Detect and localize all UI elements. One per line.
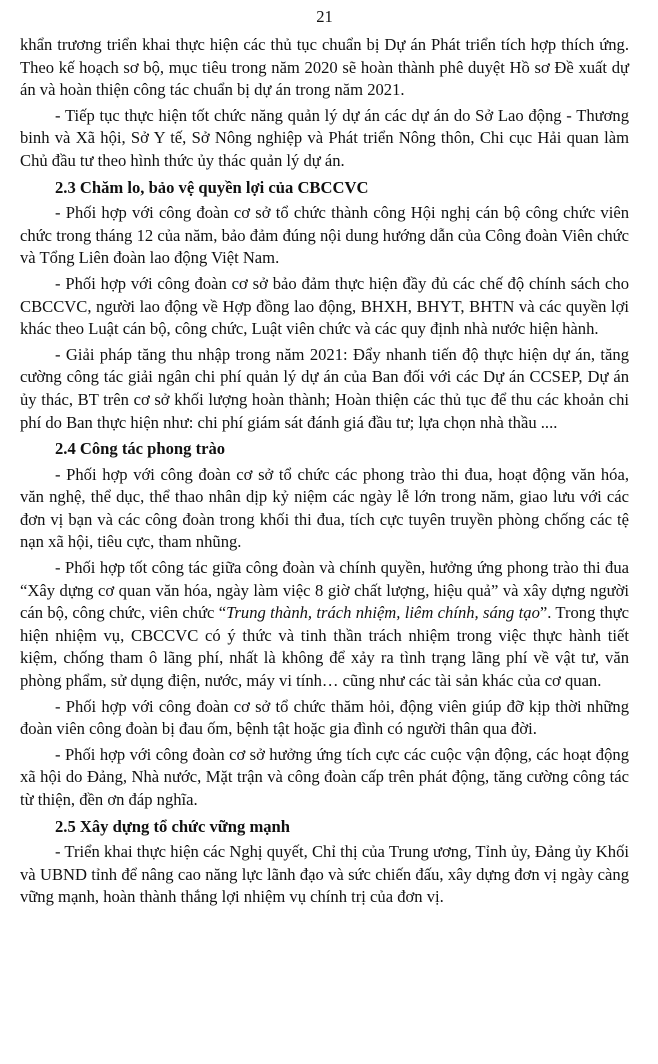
paragraph-movements: - Phối hợp với công đoàn cơ sở tổ chức các phong trào thi đua, hoạt động văn hóa, văn nghệ, thể dục, thể thao nhân dịp kỷ niệm các ngày lễ lớn trong năm, giao lưu với các đơn vị bạn và các công đoàn trong khối thi đua, tích cực tuyên truyền phòng chống các tệ nạn xã hội, tiêu cực, tham nhũng. xyxy=(20,464,629,552)
paragraph-conference: - Phối hợp với công đoàn cơ sở tổ chức thành công Hội nghị cán bộ công chức viên chức trong tháng 12 của năm, bảo đảm đúng nội dung hướng dẫn của Công đoàn Viên chức và Tổng Liên đoàn lao động Việt Nam. xyxy=(20,203,629,268)
paragraph-resolutions: - Triển khai thực hiện các Nghị quyết, Chỉ thị của Trung ương, Tỉnh ủy, Đảng ủy Khối và UBND tỉnh để nâng cao năng lực lãnh đạo và sức chiến đấu, xây dựng đơn vị ngày càng vững mạnh, hoàn thành thắng lợi nhiệm vụ chính trị của đơn vị. xyxy=(20,842,629,907)
section-heading-2-4: 2.4 Công tác phong trào xyxy=(55,439,226,459)
section-heading-2-3: 2.3 Chăm lo, bảo vệ quyền lợi của CBCCVC xyxy=(55,177,369,197)
paragraph-campaigns: - Phối hợp với công đoàn cơ sở hưởng ứng tích cực các cuộc vận động, các hoạt động xã hội do Đảng, Nhà nước, Mặt trận và công đoàn cấp trên phát động, tăng cường công tác từ thiện, đền ơn đáp nghĩa. xyxy=(20,744,629,809)
section-heading-2-5: 2.5 Xây dựng tổ chức vững mạnh xyxy=(55,816,291,836)
paragraph-cooperation-part1: - Phối hợp tốt công tác giữa công đoàn và chính quyền, hưởng ứng phong trào thi đua “Xây dựng cơ quan văn hóa, ngày làm việc 8 giờ chất lượng, hiệu quả” và xây dựng người cán bộ, công chức, viên chức “ xyxy=(20,558,629,623)
paragraph-cooperation-part2: ”. Trong thực hiện nhiệm vụ, CBCCVC có ý thức và tinh thần trách nhiệm trong việc thực hành tiết kiệm, chống tham ô lãng phí, nhất là không để xảy ra tình trạng lãng phí về vật tư, văn phòng phẩm, sử dụng điện, nước, máy vi tính… cũng như các tài sản khác của cơ quan. xyxy=(20,603,629,691)
paragraph-cooperation xyxy=(20,557,629,693)
paragraph-project-management: - Tiếp tục thực hiện tốt chức năng quản lý dự án các dự án do Sở Lao động - Thương binh và Xã hội, Sở Y tế, Sở Nông nghiệp và Phát triển Nông thôn, Chi cục Hải quan làm Chủ đầu tư theo hình thức ủy thác quản lý dự án. xyxy=(20,105,629,170)
page-number: 21 xyxy=(316,7,333,26)
paragraph-income: - Giải pháp tăng thu nhập trong năm 2021: Đẩy nhanh tiến độ thực hiện dự án, tăng cường công tác giải ngân chi phí quản lý dự án của Ban đối với các Dự án CCSEP, Dự án ủy thác, BT trên cơ sở khối lượng hoàn thành; Hoàn thiện các thủ tục để thu các khoản chi phí do Ban thực hiện như: chi phí giám sát đánh giá đầu tư; lựa chọn nhà thầu .... xyxy=(20,344,629,432)
paragraph-benefits: - Phối hợp với công đoàn cơ sở bảo đảm thực hiện đầy đủ các chế độ chính sách cho CBCCVC, người lao động về Hợp đồng lao động, BHXH, BHYT, BHTN và các quyền lợi khác theo Luật cán bộ, công chức, Luật viên chức và các quy định nhà nước hiện hành. xyxy=(20,273,629,339)
paragraph-visits: - Phối hợp với công đoàn cơ sở tổ chức thăm hỏi, động viên giúp đỡ kịp thời những đoàn viên công đoàn bị đau ốm, bệnh tật hoặc gia đình có người thân qua đời. xyxy=(20,696,629,739)
paragraph-cooperation-italic: Trung thành, trách nhiệm, liêm chính, sáng tạo xyxy=(226,603,540,623)
paragraph-continued: khẩn trương triển khai thực hiện các thủ tục chuẩn bị Dự án Phát triển tích hợp thích ứng. Theo kế hoạch sơ bộ, mục tiêu trong năm 2020 sẽ hoàn thành phê duyệt Hồ sơ Đề xuất dự án và hoàn thiện công tác chuẩn bị dự án trong năm 2021. xyxy=(20,35,629,100)
